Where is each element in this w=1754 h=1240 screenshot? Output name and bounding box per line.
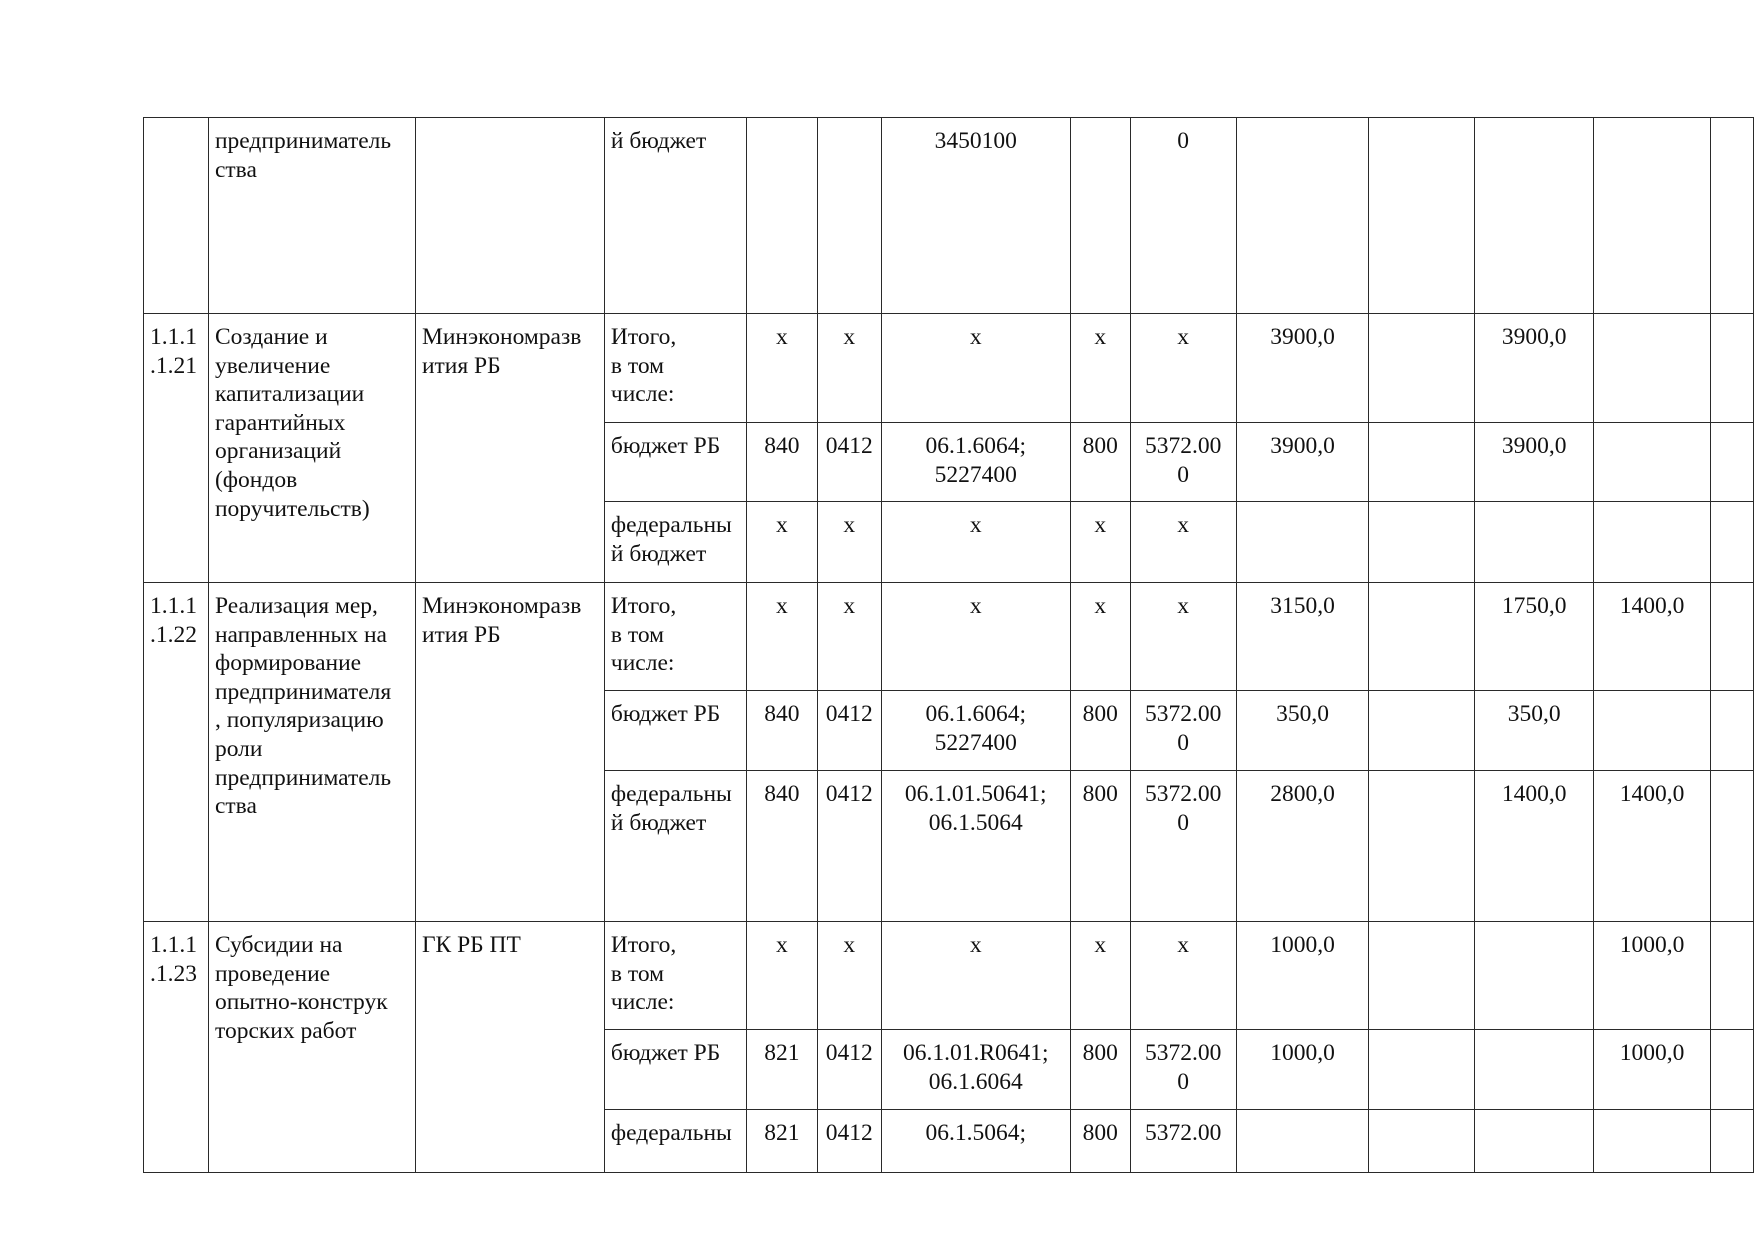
cell-total bbox=[1236, 502, 1369, 583]
cell-source: бюджет РБ bbox=[604, 423, 746, 502]
table-row bbox=[144, 922, 1754, 1030]
cell-year-2 bbox=[1475, 118, 1594, 314]
cell-total: 1000,0 bbox=[1236, 1030, 1369, 1110]
cell-year-1 bbox=[1369, 1030, 1475, 1110]
cell-csr: х bbox=[881, 583, 1070, 691]
cell-name: предприниматель ства bbox=[208, 118, 415, 314]
cell-name: Реализация мер, направленных на формирование предпринимателя , популяризацию роли предприниматель ства bbox=[208, 583, 415, 922]
cell-kosgu: х bbox=[1130, 502, 1236, 583]
cell-total: 3900,0 bbox=[1236, 314, 1369, 423]
cell-year-1 bbox=[1369, 771, 1475, 922]
cell-year-2: 3900,0 bbox=[1475, 314, 1594, 423]
cell-year-2 bbox=[1475, 1110, 1594, 1173]
cell-csr: х bbox=[881, 502, 1070, 583]
cell-total: 3150,0 bbox=[1236, 583, 1369, 691]
cell-csr: 06.1.01.50641; 06.1.5064 bbox=[881, 771, 1070, 922]
cell-grbs bbox=[746, 118, 817, 314]
cell-grbs: х bbox=[746, 314, 817, 423]
cell-year-3 bbox=[1594, 118, 1711, 314]
cell-csr: 06.1.5064; bbox=[881, 1110, 1070, 1173]
cell-year-4 bbox=[1711, 1110, 1754, 1173]
cell-rz-pr: 0412 bbox=[817, 691, 881, 771]
cell-year-2 bbox=[1475, 502, 1594, 583]
cell-grbs: 840 bbox=[746, 423, 817, 502]
cell-year-1 bbox=[1369, 1110, 1475, 1173]
cell-year-4 bbox=[1711, 583, 1754, 691]
cell-source: федеральны й бюджет bbox=[604, 771, 746, 922]
cell-vr: 800 bbox=[1070, 1030, 1130, 1110]
cell-vr: х bbox=[1070, 583, 1130, 691]
cell-rz-pr: 0412 bbox=[817, 1030, 881, 1110]
cell-kosgu: 5372.00 0 bbox=[1130, 1030, 1236, 1110]
cell-source: бюджет РБ bbox=[604, 691, 746, 771]
cell-rz-pr: х bbox=[817, 502, 881, 583]
cell-kosgu: х bbox=[1130, 314, 1236, 423]
cell-vr: х bbox=[1070, 314, 1130, 423]
cell-year-2: 1750,0 bbox=[1475, 583, 1594, 691]
cell-name: Создание и увеличение капитализации гарантийных организаций (фондов поручительств) bbox=[208, 314, 415, 583]
table-body bbox=[144, 118, 1754, 1173]
cell-year-4 bbox=[1711, 771, 1754, 922]
cell-source: Итого, в том числе: bbox=[604, 583, 746, 691]
cell-year-3: 1400,0 bbox=[1594, 771, 1711, 922]
cell-year-4 bbox=[1711, 423, 1754, 502]
cell-grbs: 840 bbox=[746, 691, 817, 771]
cell-csr: х bbox=[881, 922, 1070, 1030]
cell-rz-pr: х bbox=[817, 922, 881, 1030]
cell-source: федеральны bbox=[604, 1110, 746, 1173]
table-row bbox=[144, 583, 1754, 691]
cell-source: Итого, в том числе: bbox=[604, 314, 746, 423]
cell-grbs: х bbox=[746, 502, 817, 583]
cell-vr: 800 bbox=[1070, 1110, 1130, 1173]
cell-year-1 bbox=[1369, 502, 1475, 583]
cell-source: бюджет РБ bbox=[604, 1030, 746, 1110]
table-row bbox=[144, 314, 1754, 423]
cell-executor: Минэкономразв ития РБ bbox=[415, 314, 604, 583]
cell-csr: 06.1.6064; 5227400 bbox=[881, 691, 1070, 771]
cell-executor bbox=[415, 118, 604, 314]
cell-total: 350,0 bbox=[1236, 691, 1369, 771]
cell-kosgu: 0 bbox=[1130, 118, 1236, 314]
cell-year-3 bbox=[1594, 502, 1711, 583]
cell-year-1 bbox=[1369, 118, 1475, 314]
cell-total bbox=[1236, 118, 1369, 314]
cell-grbs: х bbox=[746, 583, 817, 691]
cell-rz-pr: 0412 bbox=[817, 1110, 881, 1173]
cell-year-4 bbox=[1711, 502, 1754, 583]
cell-year-2 bbox=[1475, 922, 1594, 1030]
cell-rz-pr: 0412 bbox=[817, 771, 881, 922]
cell-year-3 bbox=[1594, 691, 1711, 771]
cell-year-1 bbox=[1369, 314, 1475, 423]
cell-csr: 06.1.6064; 5227400 bbox=[881, 423, 1070, 502]
cell-num: 1.1.1 .1.21 bbox=[144, 314, 209, 583]
cell-vr: 800 bbox=[1070, 691, 1130, 771]
cell-kosgu: 5372.00 0 bbox=[1130, 771, 1236, 922]
cell-grbs: 821 bbox=[746, 1110, 817, 1173]
cell-year-3 bbox=[1594, 1110, 1711, 1173]
cell-year-3: 1400,0 bbox=[1594, 583, 1711, 691]
cell-grbs: х bbox=[746, 922, 817, 1030]
cell-kosgu: х bbox=[1130, 583, 1236, 691]
cell-vr: х bbox=[1070, 922, 1130, 1030]
cell-source: федеральны й бюджет bbox=[604, 502, 746, 583]
cell-vr: х bbox=[1070, 502, 1130, 583]
cell-num: 1.1.1 .1.23 bbox=[144, 922, 209, 1173]
cell-year-3 bbox=[1594, 423, 1711, 502]
cell-year-1 bbox=[1369, 691, 1475, 771]
cell-rz-pr: х bbox=[817, 314, 881, 423]
cell-rz-pr bbox=[817, 118, 881, 314]
cell-executor: Минэкономразв ития РБ bbox=[415, 583, 604, 922]
cell-kosgu: 5372.00 0 bbox=[1130, 691, 1236, 771]
cell-year-3: 1000,0 bbox=[1594, 1030, 1711, 1110]
cell-source: Итого, в том числе: bbox=[604, 922, 746, 1030]
cell-year-4 bbox=[1711, 691, 1754, 771]
cell-year-4 bbox=[1711, 1030, 1754, 1110]
cell-num: 1.1.1 .1.22 bbox=[144, 583, 209, 922]
cell-csr: х bbox=[881, 314, 1070, 423]
cell-total: 1000,0 bbox=[1236, 922, 1369, 1030]
cell-year-3: 1000,0 bbox=[1594, 922, 1711, 1030]
cell-vr: 800 bbox=[1070, 771, 1130, 922]
table-row-continuation bbox=[144, 118, 1754, 314]
cell-year-2: 350,0 bbox=[1475, 691, 1594, 771]
cell-year-4 bbox=[1711, 314, 1754, 423]
cell-year-4 bbox=[1711, 118, 1754, 314]
cell-year-4 bbox=[1711, 922, 1754, 1030]
cell-source: й бюджет bbox=[604, 118, 746, 314]
cell-kosgu: 5372.00 0 bbox=[1130, 423, 1236, 502]
cell-year-1 bbox=[1369, 922, 1475, 1030]
cell-kosgu: 5372.00 bbox=[1130, 1110, 1236, 1173]
cell-year-2: 1400,0 bbox=[1475, 771, 1594, 922]
cell-year-1 bbox=[1369, 423, 1475, 502]
cell-year-3 bbox=[1594, 314, 1711, 423]
cell-vr bbox=[1070, 118, 1130, 314]
budget-table bbox=[143, 117, 1754, 1173]
cell-year-2 bbox=[1475, 1030, 1594, 1110]
cell-total: 2800,0 bbox=[1236, 771, 1369, 922]
cell-grbs: 840 bbox=[746, 771, 817, 922]
cell-total: 3900,0 bbox=[1236, 423, 1369, 502]
cell-kosgu: х bbox=[1130, 922, 1236, 1030]
cell-total bbox=[1236, 1110, 1369, 1173]
cell-year-1 bbox=[1369, 583, 1475, 691]
cell-rz-pr: 0412 bbox=[817, 423, 881, 502]
cell-grbs: 821 bbox=[746, 1030, 817, 1110]
cell-vr: 800 bbox=[1070, 423, 1130, 502]
cell-csr: 3450100 bbox=[881, 118, 1070, 314]
cell-rz-pr: х bbox=[817, 583, 881, 691]
cell-csr: 06.1.01.R0641; 06.1.6064 bbox=[881, 1030, 1070, 1110]
cell-num bbox=[144, 118, 209, 314]
cell-name: Субсидии на проведение опытно-конструк торских работ bbox=[208, 922, 415, 1173]
cell-year-2: 3900,0 bbox=[1475, 423, 1594, 502]
cell-executor: ГК РБ ПТ bbox=[415, 922, 604, 1173]
